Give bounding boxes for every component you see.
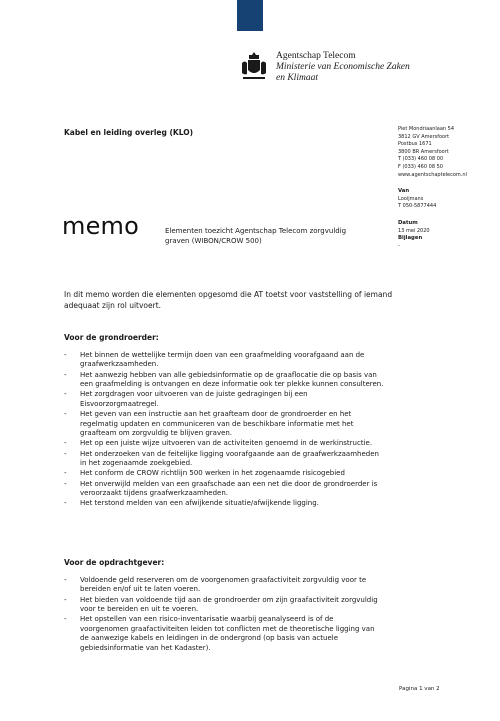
sidebar: [398, 126, 494, 250]
address-line: Postbus 1671: [398, 141, 432, 148]
section-heading-grondroerder: Voor de grondroerder:: [64, 333, 159, 342]
datum-value: 13 mei 2020: [398, 227, 430, 234]
address-line: 3800 BR Amersfoort: [398, 148, 449, 155]
list-item-text: Het terstond melden van een afwijkende situatie/afwijkende ligging.: [80, 499, 319, 508]
list-item: - Het terstond melden van een afwijkende situatie/afwijkende ligging.: [64, 499, 319, 508]
memo-subject: [165, 226, 370, 246]
bijlagen-value: -: [398, 242, 400, 249]
brand-bar: [237, 0, 263, 31]
list-item: - Voldoende geld reserveren om de voorgenomen graafactiviteit zorgvuldig voor te bereiden en/of uit te laten voeren.: [64, 576, 367, 594]
opdrachtgever-list: [64, 576, 384, 654]
list-item: - Het bieden van voldoende tijd aan de grondroerder om zijn graafactiviteit zorgvuldig voor te bereiden en uit te voeren.: [64, 595, 378, 614]
address-line: 3812 GV Amersfoort: [398, 133, 450, 140]
subject-line-1: Elementen toezicht Agentschap Telecom zorgvuldig: [165, 227, 347, 235]
project-title: Kabel en leiding overleg (KLO): [64, 128, 194, 137]
organization-name: [276, 51, 410, 84]
van-phone: T 050-5877444: [398, 203, 437, 210]
list-item-text: Het zorgdragen voor uitvoeren van de juiste gedragingen bij een Eisvoorzorgmaatregel.: [80, 390, 308, 408]
ministry-line-1: Ministerie van Economische Zaken: [276, 62, 410, 72]
list-item-text: Het geven van een instructie aan het graafteam door de grondroerder en het regelmatig updaten en communiceren van de beschikbare informatie met het graafteam om zorgvuldig te blijven graven.: [80, 410, 354, 437]
van-name: Looijmans: [398, 195, 424, 202]
datum-label: Datum: [398, 219, 418, 226]
list-item: - Het binnen de wettelijke termijn doen van een graafmelding voorafgaand aan de graafwerkzaamheden.: [64, 351, 365, 369]
org-name: Agentschap Telecom: [276, 51, 356, 61]
list-item-text: Voldoende geld reserveren om de voorgenomen graafactiviteit zorgvuldig voor te bereiden en/of uit te laten voeren.: [80, 576, 367, 594]
subject-line-2: graven (WIBON/CROW 500): [165, 237, 262, 245]
address-line: Piet Mondriaanlaan 54: [398, 126, 455, 132]
list-item: - Het onderzoeken van de feitelijke ligging voorafgaande aan de graafwerkzaamheden in het zogenaamde zoekgebied.: [64, 449, 379, 467]
list-item-text: Het onverwijld melden van een graafschade aan een net die door de grondroerder is veroorzaakt tijdens graafwerkzaamheden.: [80, 479, 378, 497]
list-item-text: Het opstellen van een risico-inventarisatie waarbij geanalyseerd is of de voorgenomen graafactiviteiten leiden tot conflicten met de theoretische ligging van de aanwezige kabels en leidingen in de ondergrond (op basis van actuele gebiedsinformatie van het Kadaster).: [80, 615, 375, 652]
ministry-line-2: en Klimaat: [276, 73, 318, 83]
page-number: Pagina 1 van 2: [399, 686, 440, 692]
list-item: - Het opstellen van een risico-inventarisatie waarbij geanalyseerd is of de voorgenomen graafactiviteiten leiden tot conflicten met de theoretische ligging van de aanwezige kabels en leidingen in de ondergrond (op basis van actuele gebiedsinformatie van het Kadaster).: [64, 615, 375, 652]
van-label: Van: [398, 188, 410, 195]
list-item-text: Het op een juiste wijze uitvoeren van de activiteiten genoemd in de werkinstructie.: [80, 439, 373, 448]
list-item-text: Het bieden van voldoende tijd aan de grondroerder om zijn graafactiviteit zorgvuldig voor te bereiden en uit te voeren.: [80, 595, 378, 614]
memo-title: memo: [62, 212, 140, 240]
list-item: - Het geven van een instructie aan het graafteam door de grondroerder en het regelmatig updaten en communiceren van de beschikbare informatie met het graafteam om zorgvuldig te blijven graven.: [64, 410, 354, 437]
list-item-text: Het conform de CROW richtlijn 500 werken in het zogenaamde risicogebied: [80, 469, 345, 478]
list-item: - Het onverwijld melden van een graafschade aan een net die door de grondroerder is veroorzaakt tijdens graafwerkzaamheden.: [64, 479, 378, 497]
bijlagen-label: Bijlagen: [398, 235, 423, 242]
crest-icon: [240, 51, 268, 81]
address-line: www.agentschaptelecom.nl: [398, 171, 467, 178]
address-line: T (033) 460 08 00: [398, 156, 444, 163]
list-item-text: Het binnen de wettelijke termijn doen van een graafmelding voorafgaand aan de graafwerkzaamheden.: [80, 351, 365, 369]
list-item-text: Het aanwezig hebben van alle gebiedsinformatie op de graaflocatie die op basis van een graafmelding is ontvangen en deze informatie ook ter plekke kunnen consulteren.: [80, 370, 384, 389]
list-item: - Het op een juiste wijze uitvoeren van de activiteiten genoemd in de werkinstructie.: [64, 439, 373, 448]
intro-paragraph: In dit memo worden die elementen opgesomd die AT toetst voor vaststelling of iemand adequaat zijn rol uitvoert.: [64, 290, 393, 310]
list-item: - Het conform de CROW richtlijn 500 werken in het zogenaamde risicogebied: [64, 469, 345, 478]
section-heading-opdrachtgever: Voor de opdrachtgever:: [64, 558, 165, 567]
grondroerder-list: [64, 351, 384, 510]
address-line: F (033) 460 08 50: [398, 163, 443, 170]
list-item: - Het zorgdragen voor uitvoeren van de juiste gedragingen bij een Eisvoorzorgmaatregel.: [64, 390, 308, 408]
list-item-text: Het onderzoeken van de feitelijke ligging voorafgaande aan de graafwerkzaamheden in het zogenaamde zoekgebied.: [80, 449, 379, 467]
list-item: - Het aanwezig hebben van alle gebiedsinformatie op de graaflocatie die op basis van een graafmelding is ontvangen en deze informatie ook ter plekke kunnen consulteren.: [64, 370, 384, 389]
